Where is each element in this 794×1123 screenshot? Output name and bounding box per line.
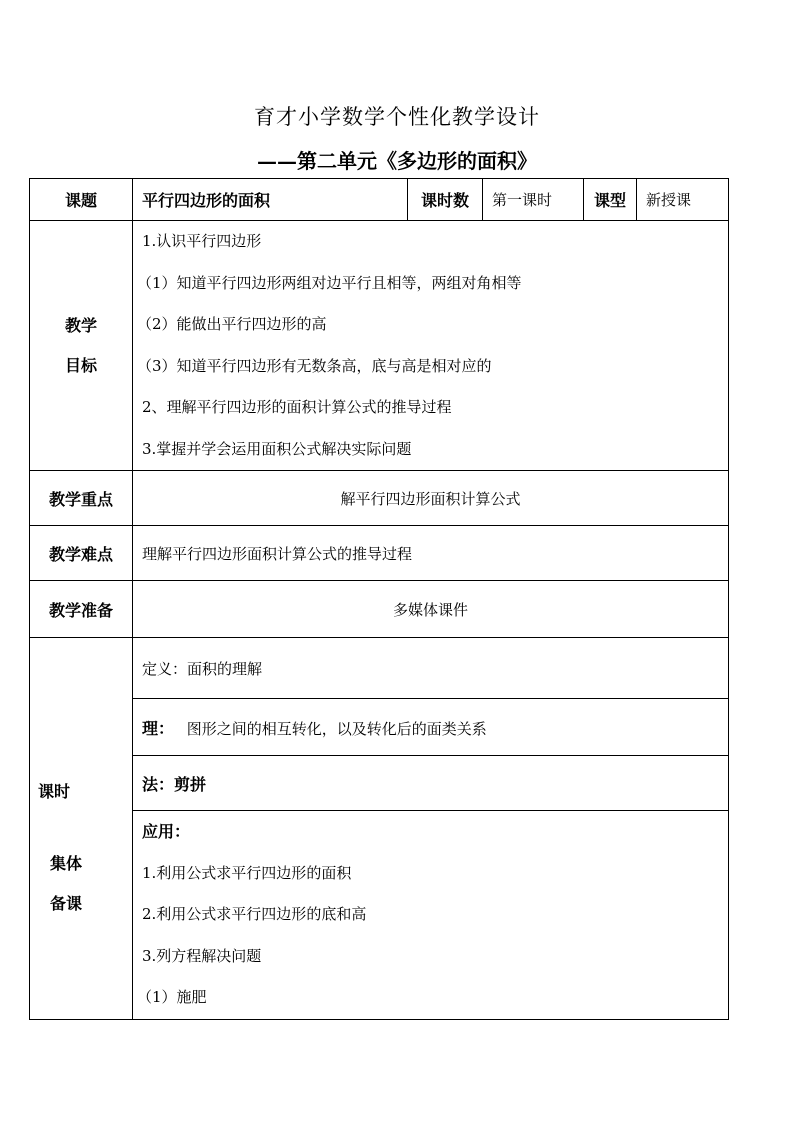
topic-value: 平行四边形的面积 — [133, 179, 408, 221]
key-point-row — [30, 471, 729, 526]
application-item: （1）施肥 — [137, 988, 207, 1006]
document-title: 育才小学数学个性化教学设计 — [254, 105, 540, 129]
goal-item: （1）知道平行四边形两组对边平行且相等，两组对角相等 — [137, 273, 522, 292]
goals-label-cell — [30, 221, 133, 471]
method-row — [30, 756, 729, 811]
reason-cell — [133, 699, 729, 756]
goals-row — [30, 221, 729, 471]
type-value: 新授课 — [637, 179, 729, 221]
lesson-plan-table — [29, 178, 729, 1020]
goals-label-line1: 教学 — [64, 315, 97, 335]
goals-content — [133, 221, 729, 471]
goal-item: 2、理解平行四边形的面积计算公式的推导过程 — [142, 398, 452, 416]
definition-row — [30, 638, 729, 699]
application-item: 2.利用公式求平行四边形的底和高 — [142, 905, 367, 923]
periods-label: 课时数 — [408, 179, 483, 221]
application-item: 3.列方程解决问题 — [142, 946, 262, 965]
goal-item: 3.掌握并学会运用面积公式解决实际问题 — [142, 439, 412, 458]
group-prep-label-line2: 集体 — [50, 854, 83, 874]
definition-value: 定义：面积的理解 — [133, 638, 729, 699]
goal-item: （3）知道平行四边形有无数条高，底与高是相对应的 — [137, 356, 492, 375]
topic-label: 课题 — [30, 179, 133, 221]
type-label: 课型 — [584, 179, 637, 221]
group-prep-label-line1: 课时 — [38, 782, 71, 802]
application-item: 1.利用公式求平行四边形的面积 — [142, 863, 352, 882]
document-subtitle: ——第二单元《多边形的面积》 — [257, 149, 537, 173]
key-point-label: 教学重点 — [30, 471, 133, 526]
difficulty-row — [30, 526, 729, 581]
reason-label: 理： — [142, 718, 175, 738]
goal-item: 1.认识平行四边形 — [142, 232, 262, 250]
method-value: 法：剪拼 — [133, 756, 729, 811]
difficulty-label: 教学难点 — [30, 526, 133, 581]
periods-value: 第一课时 — [483, 179, 584, 221]
reason-text: 图形之间的相互转化，以及转化后的面类关系 — [186, 719, 487, 738]
group-prep-label-line3: 备课 — [50, 894, 83, 914]
reason-row — [30, 699, 729, 756]
difficulty-value: 理解平行四边形面积计算公式的推导过程 — [133, 526, 729, 581]
info-row — [30, 179, 729, 221]
preparation-label: 教学准备 — [30, 581, 133, 638]
goals-label-line2: 目标 — [64, 355, 97, 375]
group-prep-label-cell — [30, 638, 133, 1020]
preparation-value: 多媒体课件 — [133, 581, 729, 638]
key-point-value: 解平行四边形面积计算公式 — [133, 471, 729, 526]
application-content — [133, 811, 729, 1020]
preparation-row — [30, 581, 729, 638]
application-row — [30, 811, 729, 1020]
application-label: 应用： — [142, 822, 191, 841]
goal-item: （2）能做出平行四边形的高 — [137, 315, 327, 333]
